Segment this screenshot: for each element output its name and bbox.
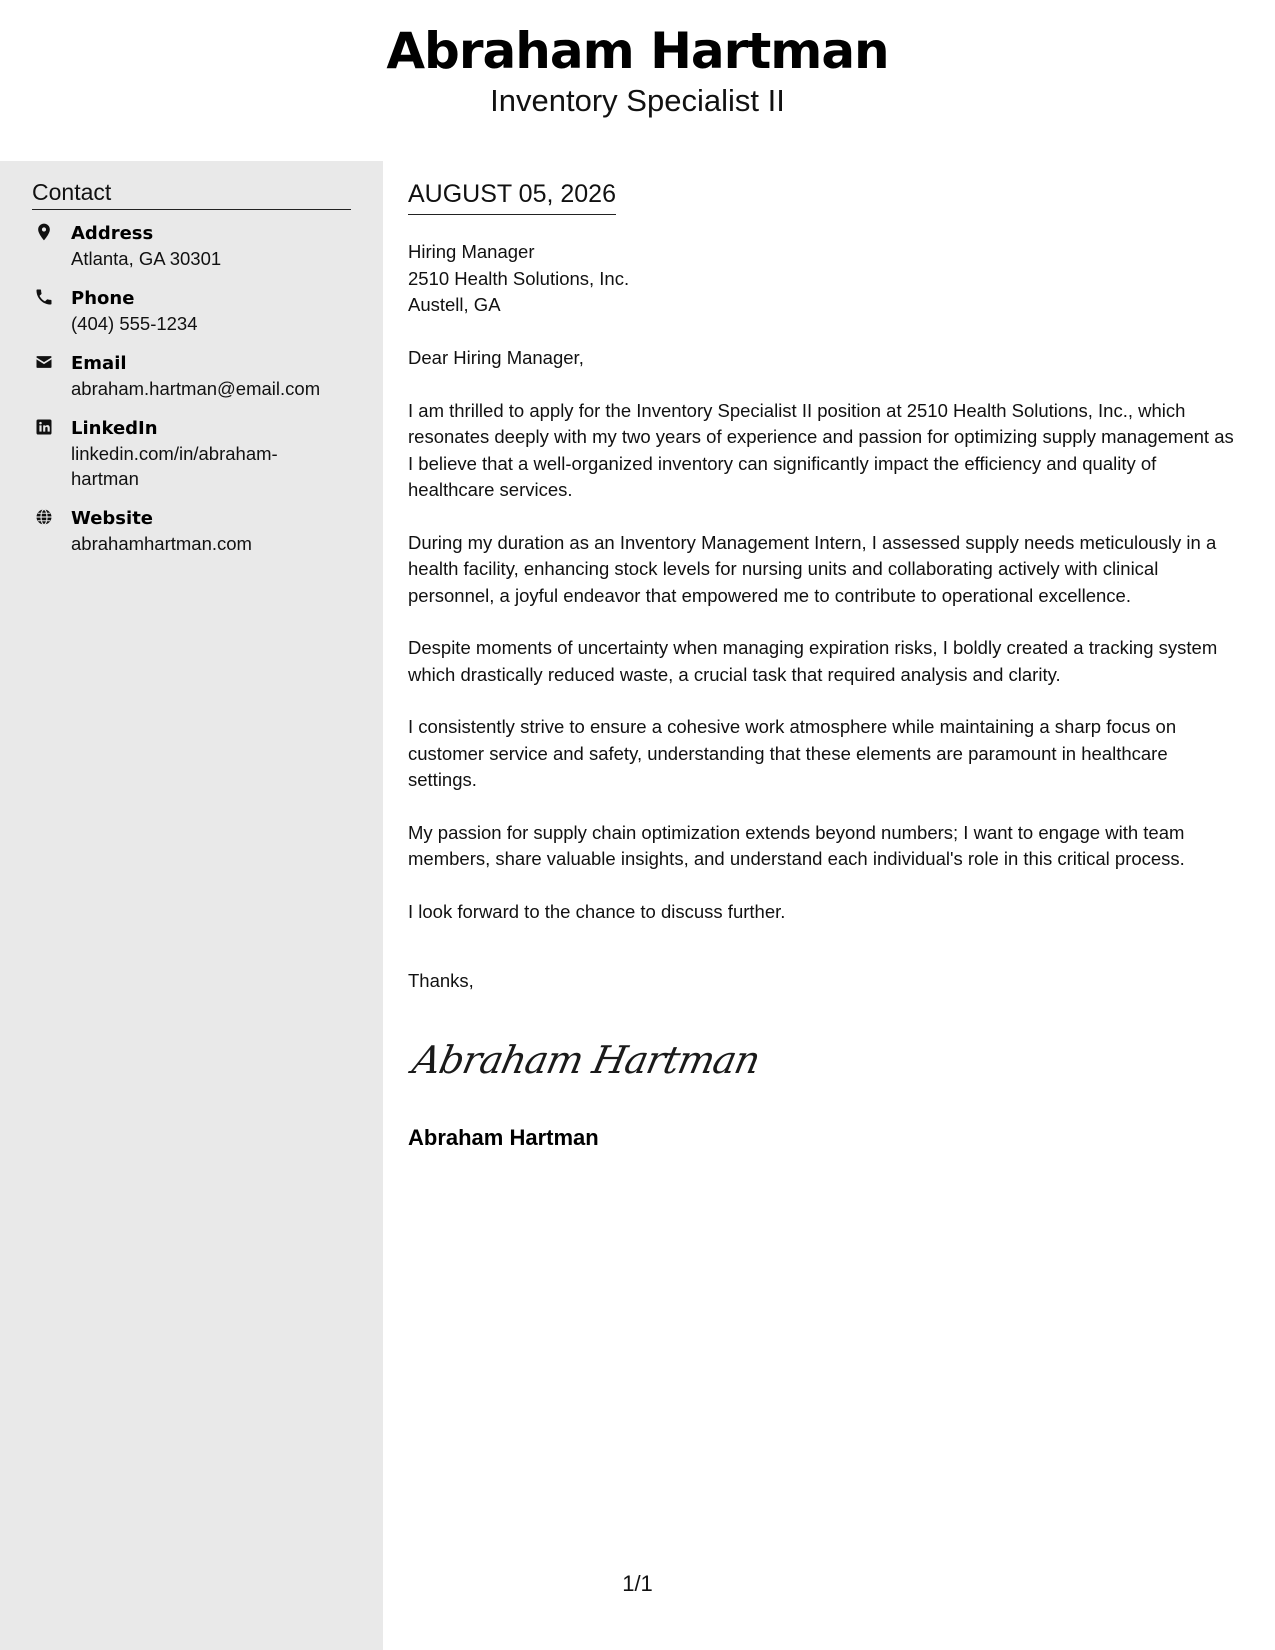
contact-sidebar: [0, 161, 383, 1650]
contact-label-website: Website: [71, 508, 154, 529]
contact-value-address: Atlanta, GA 30301: [71, 248, 222, 269]
contact-value-website: abrahamhartman.com: [71, 533, 252, 554]
contact-value-linkedin: linkedin.com/in/abraham-hartman: [71, 443, 278, 489]
contact-item-phone: [32, 286, 362, 336]
contact-label-linkedin: LinkedIn: [71, 418, 158, 439]
contact-list: [32, 221, 362, 571]
job-title: Inventory Specialist II: [490, 83, 785, 118]
contact-heading: Contact: [32, 177, 351, 210]
signer-name: Abraham Hartman: [408, 1125, 599, 1150]
envelope-icon: [34, 352, 54, 374]
globe-icon: [34, 507, 54, 529]
contact-label-address: Address: [71, 223, 154, 244]
contact-label-phone: Phone: [71, 288, 135, 309]
page-number: 1/1: [622, 1571, 653, 1596]
phone-icon: [34, 287, 54, 309]
contact-value-email: abraham.hartman@email.com: [71, 378, 321, 399]
recipient-title: Hiring Manager: [408, 241, 535, 262]
contact-item-website: [32, 506, 362, 556]
contact-item-email: [32, 351, 362, 401]
paragraph: I consistently strive to ensure a cohesive work atmosphere while maintaining a sharp focus on customer service and safety, understanding that these elements are paramount in healthcare settings.: [408, 716, 1177, 790]
salutation: Dear Hiring Manager,: [408, 347, 584, 368]
recipient-location: Austell, GA: [408, 294, 501, 315]
recipient-block: [408, 239, 629, 319]
paragraph: Despite moments of uncertainty when managing expiration risks, I boldly created a tracking system which drastically reduced waste, a crucial task that required analysis and clarity.: [408, 637, 1218, 685]
handwritten-signature: Abraham Hartman: [408, 1038, 764, 1082]
applicant-name: Abraham Hartman: [386, 22, 889, 80]
contact-item-address: [32, 221, 362, 271]
letter-content: [408, 345, 1240, 951]
contact-item-linkedin: [32, 416, 362, 491]
paragraph: My passion for supply chain optimization extends beyond numbers; I want to engage with team members, share valuable insights, and understand each individual's role in this critical process.: [408, 821, 1185, 869]
letter-date: AUGUST 05, 2026: [408, 178, 616, 215]
map-pin-icon: [34, 222, 54, 244]
linkedin-icon: [34, 417, 54, 439]
paragraph: I look forward to the chance to discuss further.: [408, 900, 786, 922]
header: [0, 0, 1275, 160]
contact-label-email: Email: [71, 353, 127, 374]
paragraph: During my duration as an Inventory Management Intern, I assessed supply needs meticulously in a health facility, enhancing stock levels for nursing units and collaborating actively with clinical personnel, a joyful endeavor that empowered me to contribute to operational excellence.: [408, 531, 1217, 606]
contact-value-phone: (404) 555-1234: [71, 313, 198, 334]
recipient-company: 2510 Health Solutions, Inc.: [408, 267, 630, 289]
paragraph: I am thrilled to apply for the Inventory Specialist II position at 2510 Health Solutions, Inc., which resonates deeply with my two years of experience and passion for optimizing supply management as I believe that a well-organized inventory can significantly impact the efficiency and quality of healthcare services.: [408, 399, 1234, 500]
closing: Thanks,: [408, 970, 474, 991]
letter-body: [408, 161, 1240, 1650]
